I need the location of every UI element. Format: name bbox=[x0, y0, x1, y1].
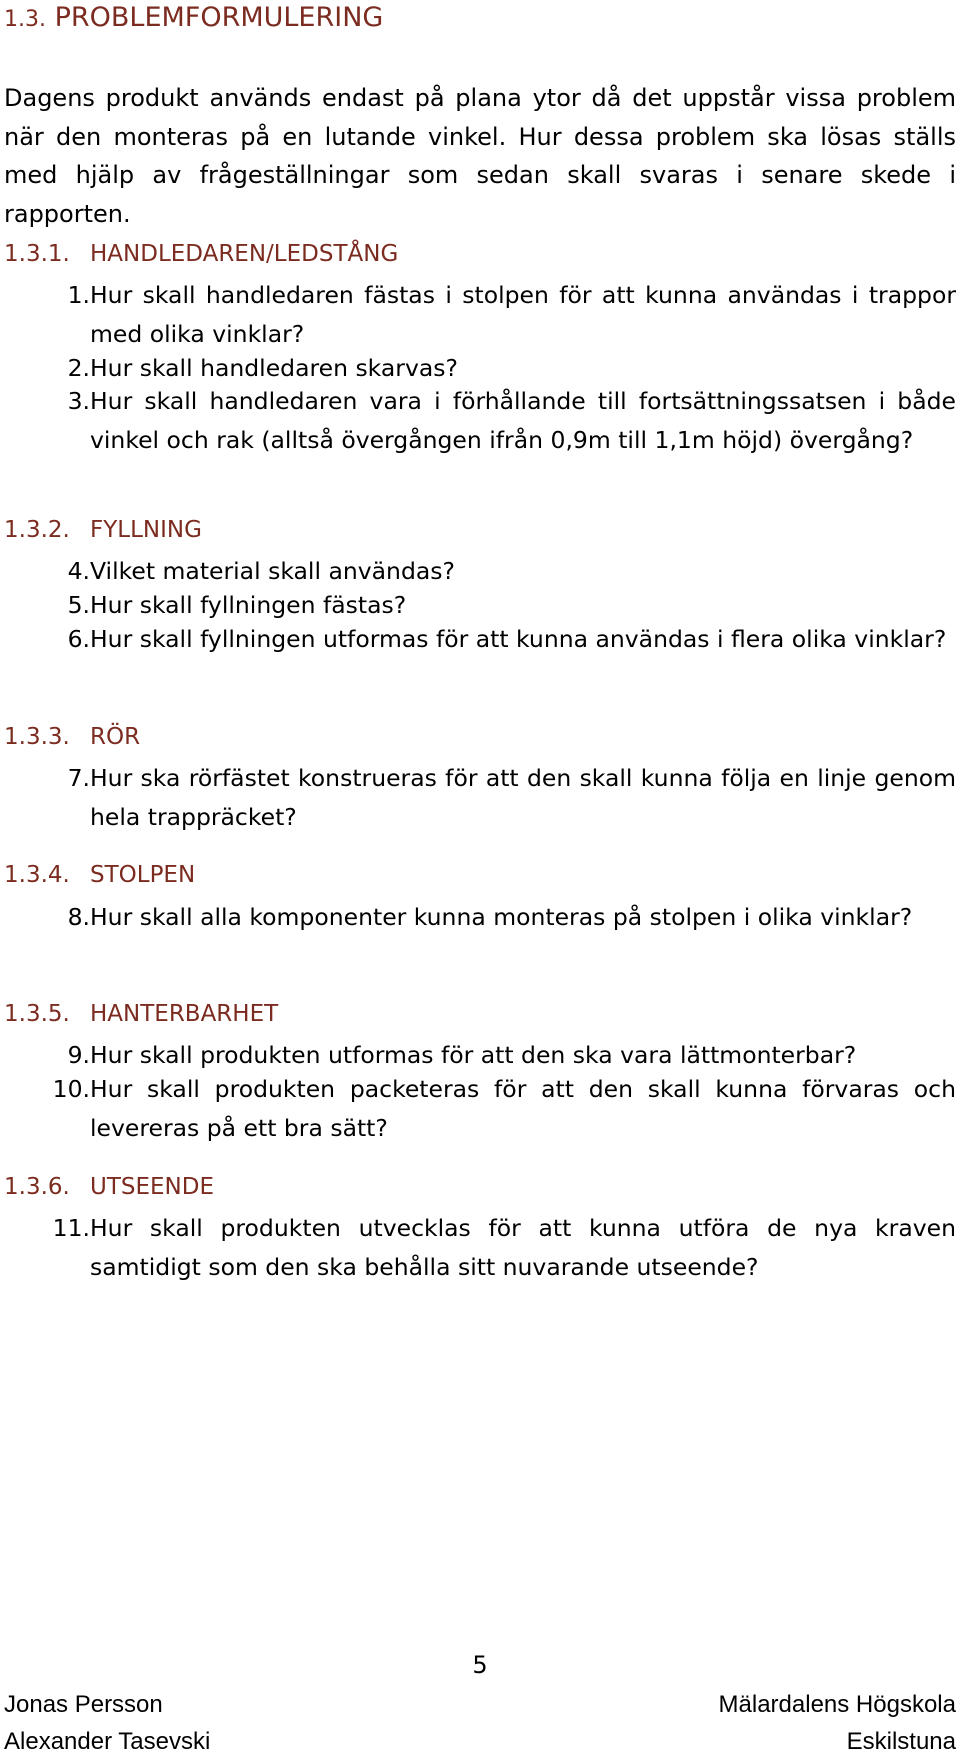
subsection-title: RÖR bbox=[90, 724, 141, 750]
footer-authors bbox=[4, 1686, 210, 1760]
subsection-heading-handledaren bbox=[4, 238, 398, 270]
footer-institution bbox=[719, 1686, 956, 1760]
question-item bbox=[4, 586, 956, 625]
section-heading-number: 1.3. bbox=[4, 7, 46, 32]
question-number: 8. bbox=[67, 903, 90, 931]
question-text: Hur skall produkten utformas för att den ska vara lättmonterbar? bbox=[90, 1041, 857, 1069]
author-name: Jonas Persson bbox=[4, 1691, 163, 1718]
question-text: Hur skall handledaren fästas i stolpen för att kunna användas i trappor med olika vinklar? bbox=[90, 281, 956, 348]
question-text: Hur ska rörfästet konstrueras för att den skall kunna följa en linje genom hela trappräcket? bbox=[90, 764, 956, 831]
section-heading bbox=[4, 0, 383, 38]
subsection-number: 1.3.3. bbox=[4, 724, 70, 750]
question-item bbox=[4, 1070, 956, 1147]
intro-paragraph: Dagens produkt används endast på plana ytor då det uppstår vissa problem när den monteras på en lutande vinkel. Hur dessa problem ska lösas ställs med hjälp av frågeställningar som sedan skall svaras i senare skede i rapporten. bbox=[4, 84, 956, 228]
question-number: 5. bbox=[67, 591, 90, 619]
question-text: Hur skall alla komponenter kunna monteras på stolpen i olika vinklar? bbox=[90, 903, 913, 931]
question-number: 2. bbox=[67, 354, 90, 382]
question-item bbox=[4, 552, 956, 591]
question-number: 7. bbox=[67, 764, 90, 792]
question-number: 6. bbox=[67, 625, 90, 653]
subsection-heading-fyllning bbox=[4, 514, 202, 546]
subsection-number: 1.3.5. bbox=[4, 1001, 70, 1027]
subsection-number: 1.3.1. bbox=[4, 241, 70, 267]
question-number: 3. bbox=[67, 387, 90, 415]
question-item bbox=[4, 898, 956, 937]
subsection-title: UTSEENDE bbox=[90, 1174, 214, 1200]
question-text: Vilket material skall användas? bbox=[90, 557, 455, 585]
question-item bbox=[4, 276, 956, 353]
question-item bbox=[4, 620, 956, 659]
subsection-heading-ror bbox=[4, 721, 140, 753]
question-number: 11. bbox=[52, 1214, 90, 1242]
question-item bbox=[4, 759, 956, 836]
question-text: Hur skall produkten packeteras för att den skall kunna förvaras och levereras på ett bra sätt? bbox=[90, 1075, 956, 1142]
subsection-title: FYLLNING bbox=[90, 517, 202, 543]
question-item bbox=[4, 1209, 956, 1286]
subsection-number: 1.3.6. bbox=[4, 1174, 70, 1200]
question-text: Hur skall handledaren skarvas? bbox=[90, 354, 458, 382]
question-number: 1. bbox=[67, 281, 90, 309]
subsection-heading-utseende bbox=[4, 1171, 214, 1203]
question-number: 4. bbox=[67, 557, 90, 585]
question-number: 9. bbox=[67, 1041, 90, 1069]
subsection-heading-stolpen bbox=[4, 859, 195, 891]
subsection-title: HANDLEDAREN/LEDSTÅNG bbox=[90, 241, 399, 267]
institution-name: Mälardalens Högskola bbox=[718, 1691, 956, 1718]
subsection-heading-hanterbarhet bbox=[4, 998, 278, 1030]
question-item bbox=[4, 1036, 956, 1075]
question-text: Hur skall produkten utvecklas för att kunna utföra de nya kraven samtidigt som den ska behålla sitt nuvarande utseende? bbox=[90, 1214, 956, 1281]
question-text: Hur skall fyllningen fästas? bbox=[90, 591, 407, 619]
author-name: Alexander Tasevski bbox=[4, 1728, 211, 1755]
subsection-number: 1.3.2. bbox=[4, 517, 70, 543]
subsection-title: STOLPEN bbox=[90, 862, 196, 888]
subsection-title: HANTERBARHET bbox=[90, 1001, 279, 1027]
question-item bbox=[4, 382, 956, 459]
question-number: 10. bbox=[52, 1075, 90, 1103]
question-text: Hur skall fyllningen utformas för att kunna användas i flera olika vinklar? bbox=[90, 625, 947, 653]
page-number: 5 bbox=[472, 1651, 488, 1679]
subsection-number: 1.3.4. bbox=[4, 862, 70, 888]
question-text: Hur skall handledaren vara i förhållande till fortsättningssatsen i både vinkel och rak (alltså övergången ifrån 0,9m till 1,1m höjd) övergång? bbox=[90, 387, 956, 454]
institution-city: Eskilstuna bbox=[846, 1728, 956, 1755]
section-heading-title: PROBLEMFORMULERING bbox=[54, 2, 384, 33]
